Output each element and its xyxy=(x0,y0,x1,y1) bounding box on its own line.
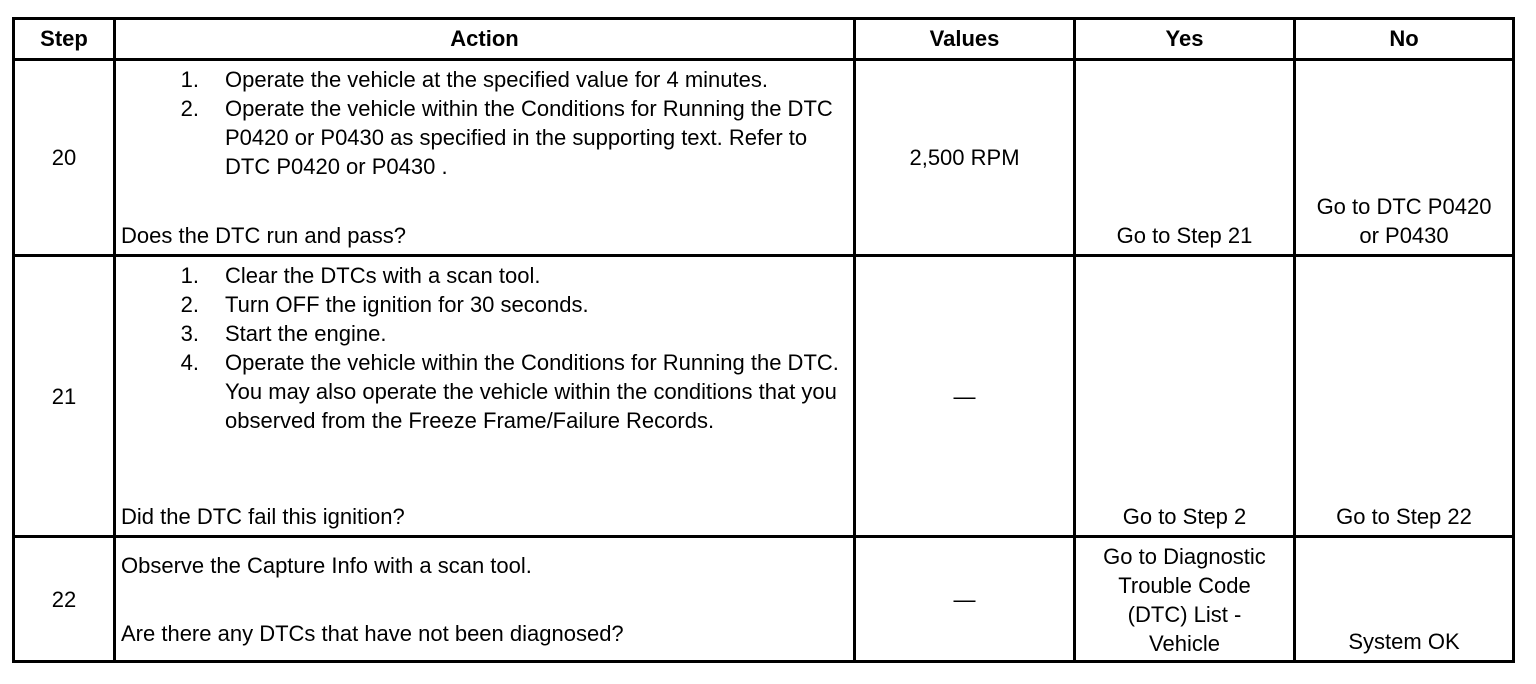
action-cell xyxy=(116,538,853,660)
value-cell: 2,500 RPM xyxy=(909,145,1020,170)
header-values: Values xyxy=(929,26,1000,51)
yes-cell: Go to Step 21 xyxy=(1116,223,1253,248)
action-steps xyxy=(121,261,845,435)
step-number: 21 xyxy=(51,383,77,409)
header-row xyxy=(15,20,1512,58)
action-cell xyxy=(116,257,853,535)
action-intro: Observe the Capture Info with a scan tool. xyxy=(121,553,532,578)
no-cell: Go to Step 22 xyxy=(1336,504,1472,529)
yes-cell: Go to Step 2 xyxy=(1122,504,1247,529)
action-step: 3. Start the engine. xyxy=(180,321,387,346)
action-question: Are there any DTCs that have not been diagnosed? xyxy=(121,621,624,646)
value-cell: — xyxy=(953,383,976,409)
table-row xyxy=(15,538,1512,660)
table-row xyxy=(15,257,1512,535)
action-step: 1. Clear the DTCs with a scan tool. xyxy=(180,263,541,288)
header-step: Step xyxy=(40,26,88,51)
action-step: 1. Operate the vehicle at the specified value for 4 minutes. xyxy=(180,67,768,92)
header-yes: Yes xyxy=(1165,26,1204,51)
table-row xyxy=(15,61,1512,254)
step-number: 22 xyxy=(51,586,77,612)
action-cell xyxy=(116,61,853,254)
action-step: 4. Operate the vehicle within the Conditions for Running the DTC. You may also operate the vehicle within the conditions that you observed from the Freeze Frame/Failure Records. xyxy=(180,350,839,433)
action-step: 2. Turn OFF the ignition for 30 seconds. xyxy=(180,292,589,317)
value-cell: — xyxy=(953,586,976,612)
header-action: Action xyxy=(450,26,519,51)
yes-cell: Go to Diagnostic Trouble Code (DTC) List - Vehicle xyxy=(1103,544,1266,656)
action-question: Does the DTC run and pass? xyxy=(121,223,406,248)
header-no: No xyxy=(1389,26,1419,51)
action-question: Did the DTC fail this ignition? xyxy=(121,504,405,529)
no-cell: Go to DTC P0420 or P0430 xyxy=(1316,194,1492,248)
action-steps xyxy=(121,65,845,181)
diagnostic-table xyxy=(12,17,1515,663)
step-number: 20 xyxy=(51,145,77,170)
action-step: 2. Operate the vehicle within the Conditions for Running the DTC P0420 or P0430 as specified in the supporting text. Refer to DTC P0420 or P0430 . xyxy=(180,96,833,179)
no-cell: System OK xyxy=(1348,629,1460,654)
